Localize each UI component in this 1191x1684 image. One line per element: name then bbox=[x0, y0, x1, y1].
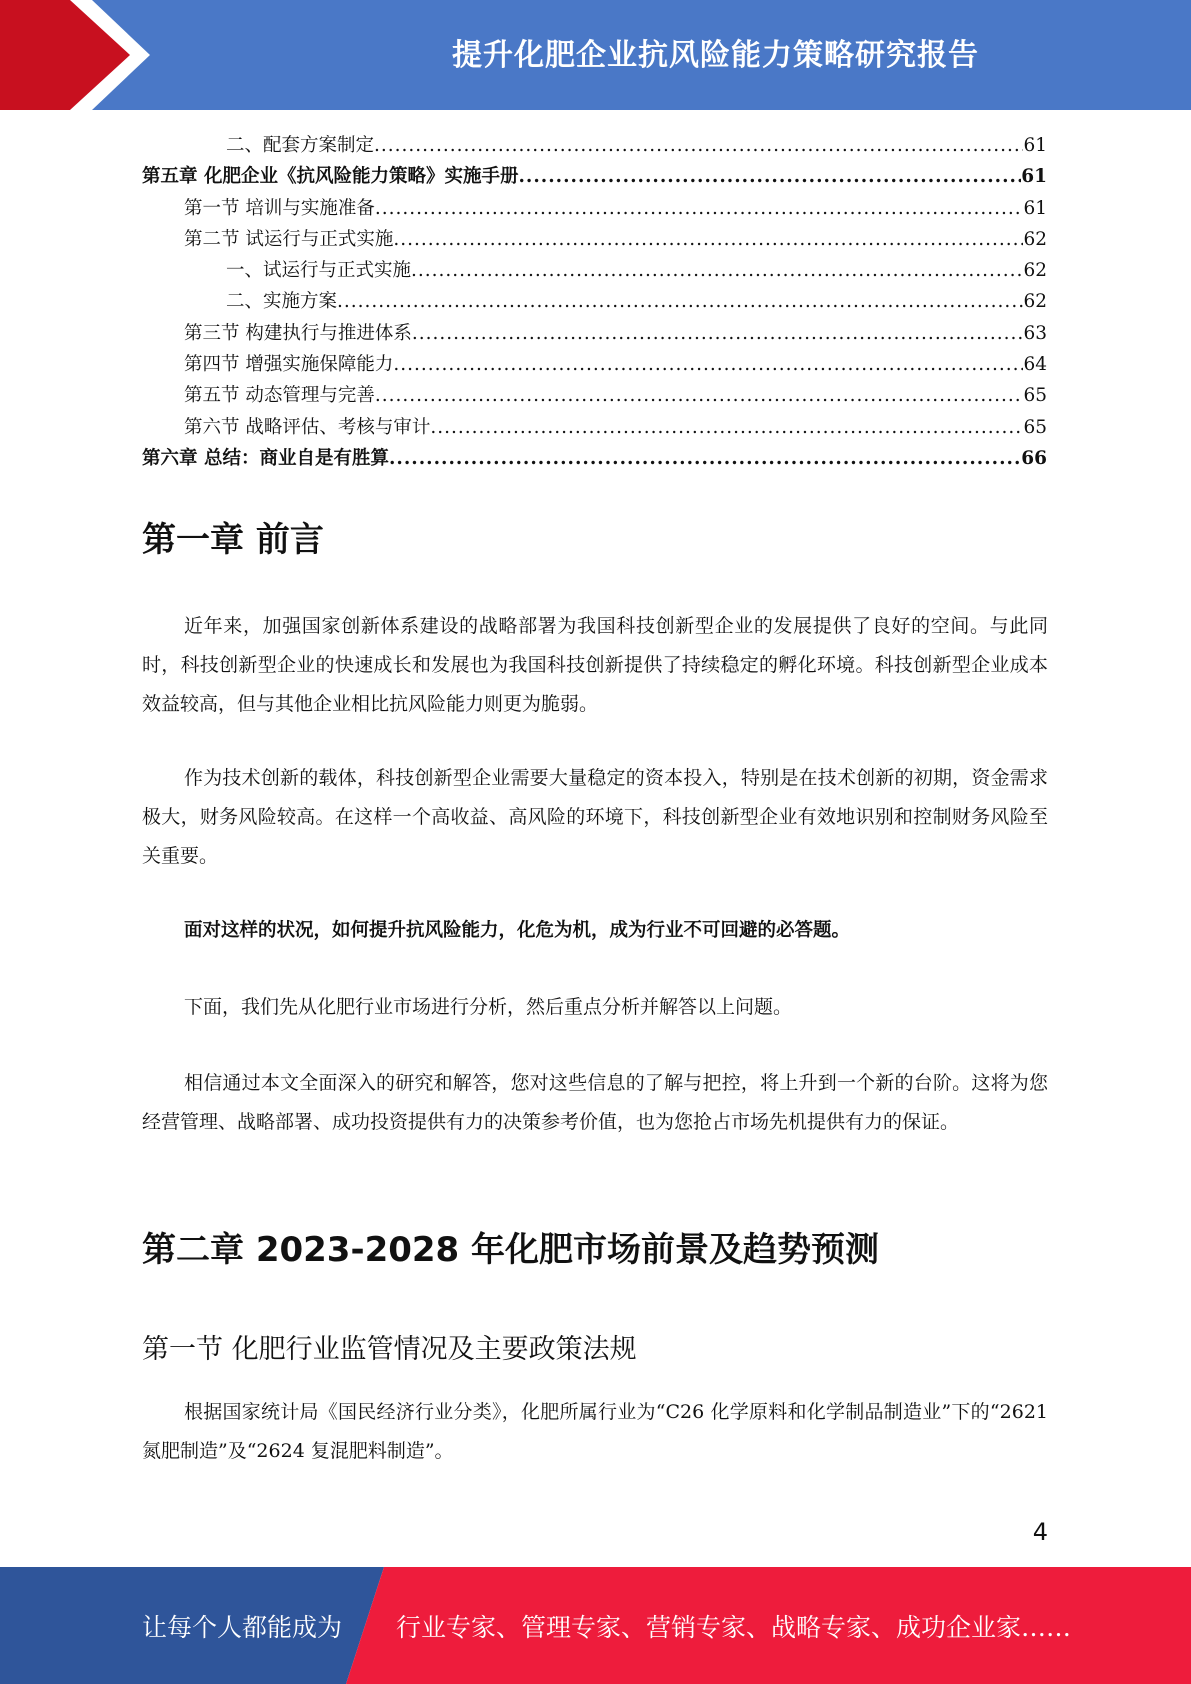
body-paragraph: 近年来，加强国家创新体系建设的战略部署为我国科技创新型企业的发展提供了良好的空间。与此同时，科技创新型企业的快速成长和发展也为我国科技创新提供了持续稳定的孵化环境。科技创新型企业成本效益较高，但与其他企业相比抗风险能力则更为脆弱。 bbox=[142, 615, 1048, 715]
toc-entry-label: 第五章 化肥企业《抗风险能力策略》实施手册 bbox=[142, 166, 519, 188]
page-header bbox=[0, 0, 1191, 110]
toc-leader-dots bbox=[412, 318, 1024, 349]
toc-entry-label: 第六节 战略评估、考核与审计 bbox=[184, 416, 431, 438]
toc-entry-page: 61 bbox=[1023, 197, 1047, 219]
toc-leader-dots bbox=[375, 193, 1024, 224]
toc-entry-page: 61 bbox=[1021, 166, 1047, 188]
toc-leader-dots bbox=[430, 412, 1023, 443]
toc-entry[interactable] bbox=[142, 286, 1047, 317]
toc-entry-label: 第五节 动态管理与完善 bbox=[184, 385, 375, 407]
toc-entry[interactable] bbox=[142, 161, 1047, 192]
table-of-contents bbox=[142, 130, 1047, 474]
toc-entry-label: 一、试运行与正式实施 bbox=[226, 260, 412, 282]
toc-entry-label: 第一节 培训与实施准备 bbox=[184, 197, 375, 219]
toc-entry-page: 61 bbox=[1023, 135, 1047, 156]
body-paragraph: 相信通过本文全面深入的研究和解答，您对这些信息的了解与把控，将上升到一个新的台阶。这将为您经营管理、战略部署、成功投资提供有力的决策参考价值，也为您抢占市场先机提供有力的保证。 bbox=[142, 1072, 1048, 1133]
toc-entry-label: 第四节 增强实施保障能力 bbox=[184, 354, 394, 376]
toc-leader-dots bbox=[337, 286, 1023, 317]
toc-entry[interactable] bbox=[142, 193, 1047, 224]
toc-entry[interactable] bbox=[142, 380, 1047, 411]
section-title: 第一节 化肥行业监管情况及主要政策法规 bbox=[142, 1334, 637, 1365]
toc-entry-page: 66 bbox=[1021, 447, 1047, 469]
toc-leader-dots bbox=[389, 443, 1021, 474]
toc-entry-page: 62 bbox=[1023, 291, 1047, 313]
toc-entry[interactable] bbox=[142, 255, 1047, 286]
footer-slogan-left: 让每个人都能成为 bbox=[142, 1612, 343, 1642]
emphasis-paragraph: 面对这样的状况，如何提升抗风险能力，化危为机，成为行业不可回避的必答题。 bbox=[184, 920, 851, 941]
toc-entry-label: 第三节 构建执行与推进体系 bbox=[184, 322, 412, 344]
body-paragraph: 下面，我们先从化肥行业市场进行分析，然后重点分析并解答以上问题。 bbox=[184, 996, 793, 1018]
toc-entry-page: 63 bbox=[1023, 322, 1047, 344]
toc-entry-page: 62 bbox=[1023, 260, 1047, 282]
footer-slogan-right: 行业专家、管理专家、营销专家、战略专家、成功企业家…… bbox=[396, 1612, 1072, 1642]
toc-entry[interactable] bbox=[142, 412, 1047, 443]
toc-entry-page: 65 bbox=[1023, 416, 1047, 438]
toc-leader-dots bbox=[393, 349, 1023, 380]
toc-entry[interactable] bbox=[142, 224, 1047, 255]
document-title: 提升化肥企业抗风险能力策略研究报告 bbox=[452, 38, 979, 73]
toc-entry-page: 62 bbox=[1023, 228, 1047, 250]
body-paragraph: 根据国家统计局《国民经济行业分类》，化肥所属行业为“C26 化学原料和化学制品制造业”下的“2621 氮肥制造”及“2624 复混肥料制造”。 bbox=[142, 1401, 1048, 1462]
chapter-title: 第一章 前言 bbox=[142, 520, 324, 560]
toc-entry[interactable] bbox=[142, 130, 1047, 161]
toc-leader-dots bbox=[518, 161, 1021, 192]
toc-leader-dots bbox=[411, 255, 1023, 286]
body-paragraph: 作为技术创新的载体，科技创新型企业需要大量稳定的资本投入，特别是在技术创新的初期，资金需求极大，财务风险较高。在这样一个高收益、高风险的环境下，科技创新型企业有效地识别和控制财务风险至关重要。 bbox=[142, 767, 1048, 867]
toc-entry-page: 65 bbox=[1023, 385, 1047, 407]
toc-entry[interactable] bbox=[142, 349, 1047, 380]
toc-entry[interactable] bbox=[142, 318, 1047, 349]
toc-entry-label: 第六章 总结：商业自是有胜算 bbox=[142, 447, 389, 469]
toc-entry-label: 二、配套方案制定 bbox=[226, 135, 375, 156]
toc-leader-dots bbox=[393, 224, 1023, 255]
toc-entry-page: 64 bbox=[1023, 354, 1047, 376]
page-number: 4 bbox=[1032, 1518, 1048, 1546]
chapter-title: 第二章 2023-2028 年化肥市场前景及趋势预测 bbox=[142, 1230, 880, 1270]
toc-leader-dots bbox=[375, 380, 1024, 411]
toc-entry[interactable] bbox=[142, 443, 1047, 474]
page-footer bbox=[0, 1567, 1191, 1684]
toc-leader-dots bbox=[374, 130, 1023, 161]
toc-entry-label: 第二节 试运行与正式实施 bbox=[184, 228, 394, 250]
toc-entry-label: 二、实施方案 bbox=[226, 291, 338, 313]
